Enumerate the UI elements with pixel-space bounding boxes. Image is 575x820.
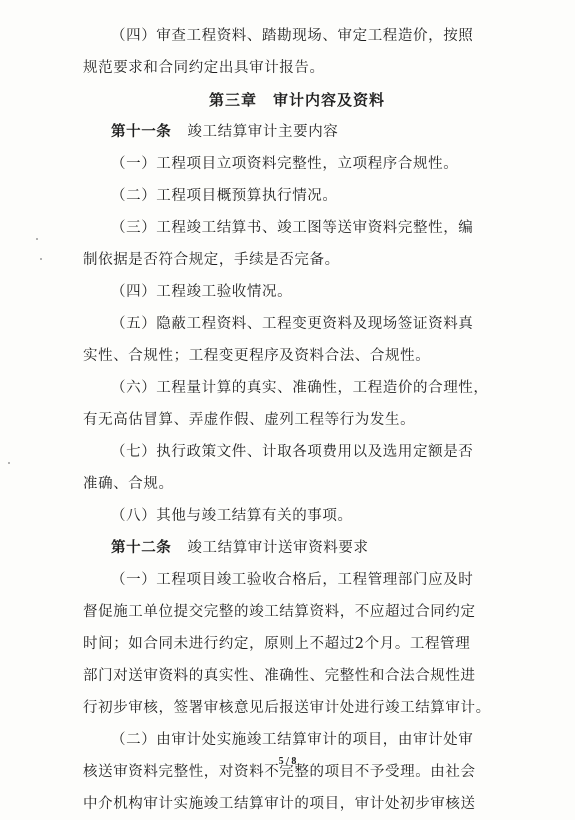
text-line: （一）工程项目竣工验收合格后，工程管理部门应及时: [111, 572, 474, 588]
document-body: [83, 20, 511, 820]
text-line: 核送审资料完整性，对资料不完整的项目不予受理。由社会: [83, 764, 476, 780]
text-line: 有无高估冒算、弄虚作假、虚列工程等行为发生。: [83, 412, 416, 428]
text-line: （五）隐蔽工程资料、工程变更资料及现场签证资料真: [111, 316, 474, 332]
text-line: 中介机构审计实施竣工结算审计的项目，审计处初步审核送: [83, 796, 476, 812]
text-line: 时间；如合同未进行约定，原则上不超过2个月。工程管理: [83, 636, 471, 652]
text-line: （八）其他与竣工结算有关的事项。: [111, 508, 353, 524]
article-number: 第十一条: [111, 123, 172, 140]
text-line: 督促施工单位提交完整的竣工结算资料，不应超过合同约定: [83, 604, 476, 620]
scan-speck: [8, 462, 10, 464]
text-line: （四）审查工程资料、踏勘现场、审定工程造价，按照: [111, 28, 474, 44]
text-line: 准确、合规。: [83, 476, 174, 492]
article-heading: [83, 532, 511, 564]
article-number: 第十二条: [111, 539, 172, 556]
text-line: （七）执行政策文件、计取各项费用以及选用定额是否: [111, 444, 474, 460]
article-title: 竣工结算审计主要内容: [187, 124, 339, 140]
scan-speck: [36, 238, 38, 240]
text-line: （四）工程竣工验收情况。: [111, 284, 293, 300]
text-line: （二）由审计处实施竣工结算审计的项目，由审计处审: [111, 732, 474, 748]
article-title: 竣工结算审计送审资料要求: [187, 540, 369, 556]
text-line: （六）工程量计算的真实、准确性，工程造价的合理性，: [111, 380, 489, 396]
text-line: 行初步审核，签署审核意见后报送审计处进行竣工结算审计。: [83, 700, 491, 716]
text-line: 部门对送审资料的真实性、准确性、完整性和合法合规性进: [83, 668, 476, 684]
scan-speck: [40, 258, 42, 260]
article-heading: [83, 116, 511, 148]
text-line: （二）工程项目概预算执行情况。: [111, 188, 338, 204]
text-line: 规范要求和合同约定出具审计报告。: [83, 60, 325, 76]
text-line: 实性、合规性；工程变更程序及资料合法、合规性。: [83, 348, 431, 364]
chapter-heading: 第三章 审计内容及资料: [208, 91, 385, 109]
page-number: 5 / 8: [278, 756, 297, 767]
text-line: 制依据是否符合规定，手续是否完备。: [83, 252, 340, 268]
text-line: （一）工程项目立项资料完整性，立项程序合规性。: [111, 156, 459, 172]
text-line: （三）工程竣工结算书、竣工图等送审资料完整性，编: [111, 220, 474, 236]
